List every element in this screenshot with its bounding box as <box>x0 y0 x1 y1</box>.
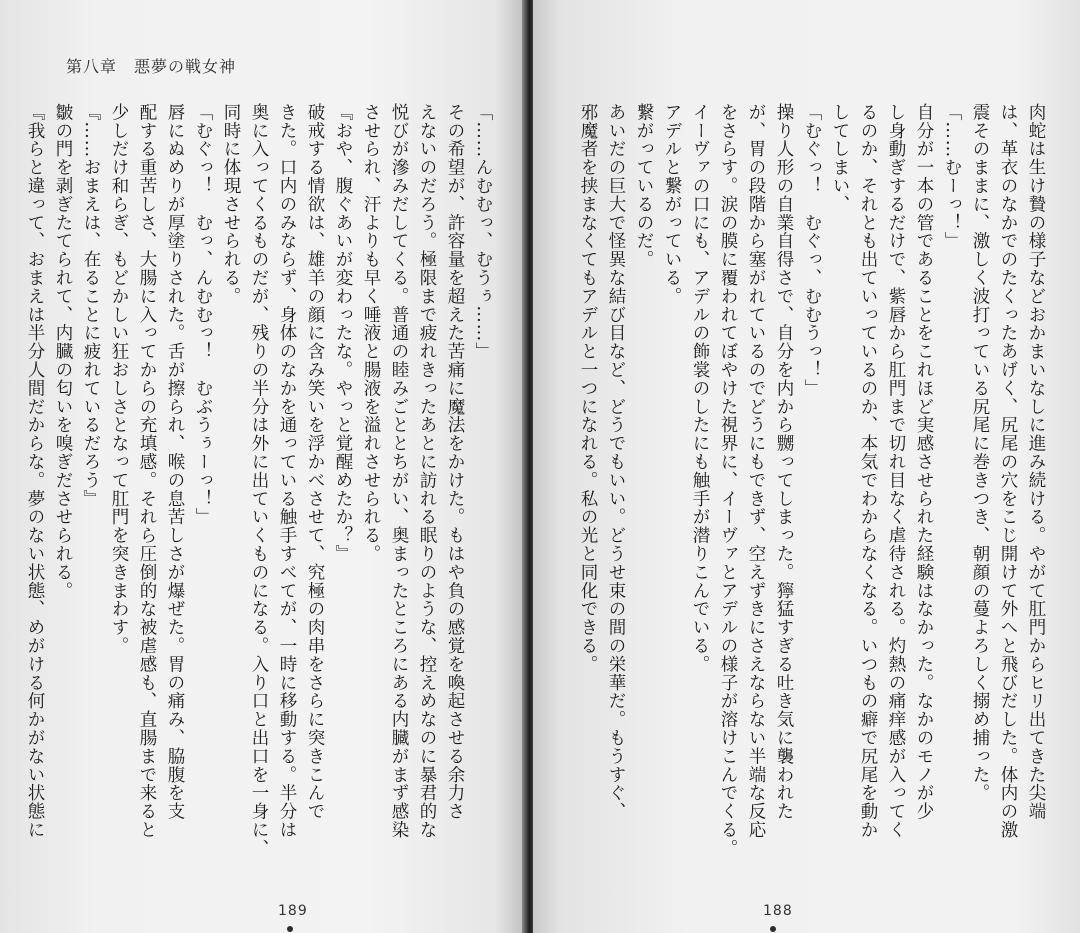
text-line: あいだの巨大で怪異な結び目など、どうでもいい。どうせ束の間の栄華だ。もうすぐ、 <box>606 103 626 821</box>
text-line: 震そのままに、激しく波打っている尻尾に巻きつき、朝顔の蔓よろしく搦め捕った。 <box>970 103 990 803</box>
text-line: してしまい、 <box>830 103 850 214</box>
text-line: 皺の門を剥ぎたてられて、内臓の匂いを嗅ぎださせられる。 <box>53 103 73 600</box>
right-page <box>533 0 1080 933</box>
text-line: は、革衣のなかでのたくったあげく、尻尾の穴をこじ開けて外へと飛びだした。体内の激 <box>998 103 1018 839</box>
text-line: が、胃の段階から塞がれているのでどうにもできず、空えずきにさえならない半端な反応 <box>746 103 766 839</box>
text-line: をさらす。涙の膜に覆われてぼやけた視界に、イーヴァとアデルの様子が溶けこんでくる。 <box>718 103 738 858</box>
text-line: 唇にぬめりが厚塗りされた。舌が擦られ、喉の息苦しさが爆ぜた。胃の痛み、脇腹を支 <box>165 103 185 821</box>
page-number-left: 189 <box>278 903 308 919</box>
text-line: アデルと繋がっている。 <box>662 103 682 306</box>
text-line: 『我らと違って、おまえは半分人間だからな。夢のない状態、めがける何かがない状態に <box>25 103 45 839</box>
text-line: その希望が、許容量を超えた苦痛に魔法をかけた。もはや負の感覚を喚起させる余力さ <box>445 103 465 821</box>
page-dot-right <box>770 926 776 932</box>
text-line: 「……むーっ！」 <box>942 103 962 251</box>
text-line: 「……んむむっ、むうぅ……」 <box>473 103 493 361</box>
text-line: 『おや、腹ぐあいが変わったな。やっと覚醒めたか？』 <box>333 103 353 563</box>
text-line: 少しだけ和らぎ、もどかしい狂おしさとなって肛門を突きまわす。 <box>109 103 129 655</box>
text-line: 『……おまえは、在ることに疲れているだろう』 <box>81 103 101 508</box>
text-line: 繋がっているのだ。 <box>634 103 654 269</box>
text-line: 配する重苦しさ、大腸に入ってからの充填感。それら圧倒的な被虐感も、直腸まで来ると <box>137 103 157 839</box>
text-line: 邪魔者を挟まなくてもアデルと一つになれる。私の光と同化できる。 <box>578 103 598 674</box>
text-line: 奥に入ってくるものだが、残りの半分は外に出ていくものになる。入り口と出口を一身に、 <box>249 103 269 858</box>
page-dot-left <box>287 926 293 932</box>
text-line: 「むぐっ！ むぐっ、むむうっ！」 <box>802 103 822 398</box>
text-line: 悦びが滲みだしてくる。普通の睦みごととちがい、奥まったところにある内臓がまず感染 <box>389 103 409 839</box>
text-line: 肉蛇は生け贄の様子などおかまいなしに進み続ける。やがて肛門からヒリ出てきた尖端 <box>1026 103 1046 821</box>
text-line: 操り人形の自業自得さで、自分を内から嬲ってしまった。獰猛すぎる吐き気に襲われた <box>774 103 794 821</box>
text-line: し身動ぎするだけで、紫唇から肛門まで切れ目なく虐待される。灼熱の痛痒感が入ってく <box>886 103 906 839</box>
text-line: 「むぐっ！ むっ、んむむっ！ むぶうぅーっ！」 <box>193 103 213 527</box>
running-head: 第八章 悪夢の戦女神 <box>66 57 237 76</box>
page-number-right: 188 <box>763 903 793 919</box>
text-line: イーヴァの口にも、アデルの飾裳のしたにも触手が潜りこんでいる。 <box>690 103 710 674</box>
text-line: きた。口内のみならず、身体のなかを通っている触手すべてが、一時に移動する。半分は <box>277 103 297 839</box>
text-line: させられ、汗よりも早く唾液と腸液を溢れさせられる。 <box>361 103 381 563</box>
text-line: 破戒する情欲は、雄羊の顔に含み笑いを浮かべさせて、究極の肉串をさらに突きこんで <box>305 103 325 821</box>
text-line: えないのだろう。極限まで疲れきったあとに訪れる眠りのような、控えめなのに暴君的な <box>417 103 437 839</box>
left-page <box>0 0 527 933</box>
text-line: 同時に体現させられる。 <box>221 103 241 306</box>
text-line: るのか、それとも出ていっているのか、本気でわからなくなる。いつもの癖で尻尾を動か <box>858 103 878 839</box>
text-line: 自分が一本の管であることをこれほど実感させられた経験はなかった。なかのモノが少 <box>914 103 934 821</box>
body-text-right <box>574 103 1050 858</box>
body-text-left <box>21 103 497 858</box>
